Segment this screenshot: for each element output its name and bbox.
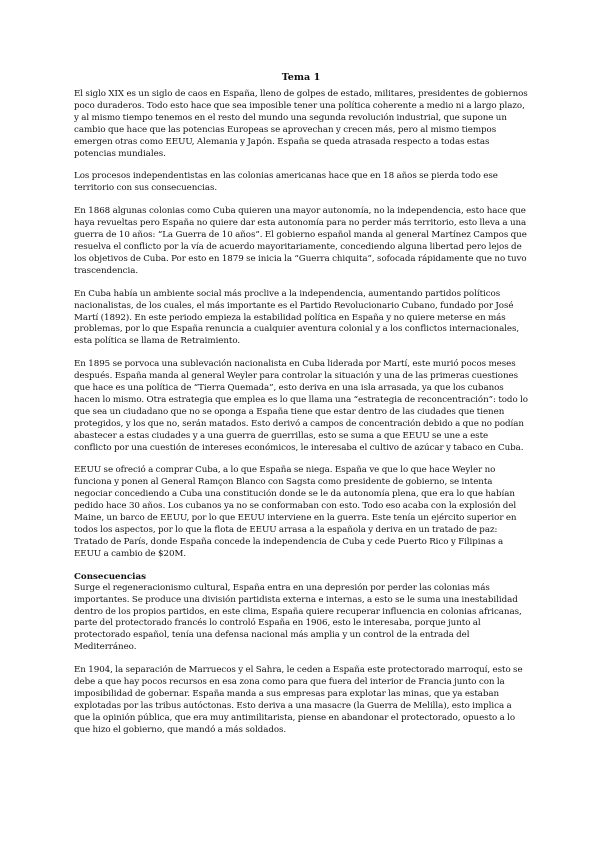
paragraph-1904: En 1904, la separación de Marruecos y el Sahra, le ceden a España este protectorado marroquí, esto se debe a que hay pocos recursos en esa zona como para que fuera del interior de Francia junto con la imposibilidad de gobernar. España manda a sus empresas para explotar las minas, que ya estaban explotadas por las tribus autóctonas. Esto deriva a una masacre (la Guerra de Melilla), esto implica a que la opinión pública, que era muy antimilitarista, piense en abandonar el protectorado, opuesto a lo que hizo el gobierno, que mandó a más soldados. bbox=[74, 665, 523, 735]
consecuencias-heading: Consecuencias bbox=[74, 571, 147, 582]
paragraph-eeuu: EEUU se ofreció a comprar Cuba, a lo que España se niega. España ve que lo que hace Weyler no funciona y ponen al General Ramçon Blanco con Sagsta como presidente de gobierno, se intenta negociar concediendo a Cuba una constitución donde se le da autonomía plena, que era lo que habían pedido hace 30 años. Los cubanos ya no se conformaban con esto. Todo eso acaba con la explosión del Maine, un barco de EEUU, por lo que EEUU interviene en la guerra. Este tenía un ejército superior en todos los aspectos, por lo que la flota de EEUU arrasa a la española y deriva en un tratado de paz: Tratado de París, donde España concede la independencia de Cuba y cede Puerto Rico y Filipinas a EEUU a cambio de $20M. bbox=[74, 465, 517, 559]
document-title: Tema 1 bbox=[281, 72, 321, 83]
paragraph-consecuencias: Surge el regeneracionismo cultural, España entra en una depresión por perder las colonias más importantes. Se produce una división partidista externa e internas, a esto se le suma una inestabilidad dentro de los propios partidos, en este clima, España quiere recuperar influencia en colonias africanas, parte del protectorado francés lo controló España en 1906, esto le interesaba, porque junto al protectorado español, tenía una defensa nacional más amplia y un control de la entrada del Mediterráneo. bbox=[74, 582, 522, 653]
paragraph-independence: Los procesos independentistas en las colonias americanas hace que en 18 años se pierda todo ese territorio con sus consecuencias. bbox=[74, 171, 498, 194]
paragraph-intro: El siglo XIX es un siglo de caos en España, lleno de golpes de estado, militares, presidentes de gobiernos poco duraderos. Todo esto hace que sea imposible tener una política coherente a medio ni a largo plazo, y al mismo tiempo tenemos en el resto del mundo una segunda revolución industrial, que supone un cambio que hace que las potencias Europeas se aprovechan y crecen más, pero al mismo tiempos emergen otras como EEUU, Alemania y Japón. España se queda atrasada respecto a todas estas potencias mundiales. bbox=[74, 89, 528, 159]
paragraph-cuba-ambiente: En Cuba había un ambiente social más proclive a la independencia, aumentando partidos políticos nacionalistas, de los cuales, el más importante es el Partido Revolucionario Cubano, fundado por José Martí (1892). En este periodo empieza la estabilidad política en España y no quiere meterse en más problemas, por lo que España renuncia a cualquier aventura colonial y a los conflictos internacionales, esta política se llama de Retraimiento. bbox=[74, 288, 520, 347]
paragraph-1868: En 1868 algunas colonias como Cuba quieren una mayor autonomía, no la independencia, esto hace que haya revueltas pero España no quiere dar esta autonomía para no perder más territorio, esto lleva a una guerra de 10 años: “La Guerra de 10 años”. El gobierno español manda al general Martínez Campos que resuelva el conflicto por la vía de acuerdo mayoritariamente, concediendo alguna libertad pero lejos de los objetivos de Cuba. Por esto en 1879 se inicia la “Guerra chiquita”, sofocada rápidamente que no tuvo trascendencia. bbox=[74, 206, 527, 276]
paragraph-1895: En 1895 se porvoca una sublevación nacionalista en Cuba liderada por Martí, este murió pocos meses después. España manda al general Weyler para controlar la situación y una de las primeras cuestiones que hace es una política de “Tierra Quemada”, esto deriva en una isla arrasada, ya que los cubanos hacen lo mismo. Otra estrategia que emplea es lo que llama una “estrategia de reconcentración”: todo lo que sea un ciudadano que no se oponga a España tiene que estar dentro de las ciudades que tienen protegidos, y los que no, serán matados. Esto derivó a campos de concentración debido a que no podían abastecer a estas ciudades y a una guerra de guerrillas, esto se suma a que EEUU se une a este conflicto por una cuestión de intereses económicos, le interesaba el cultivo de azúcar y tabaco en Cuba. bbox=[74, 359, 528, 453]
